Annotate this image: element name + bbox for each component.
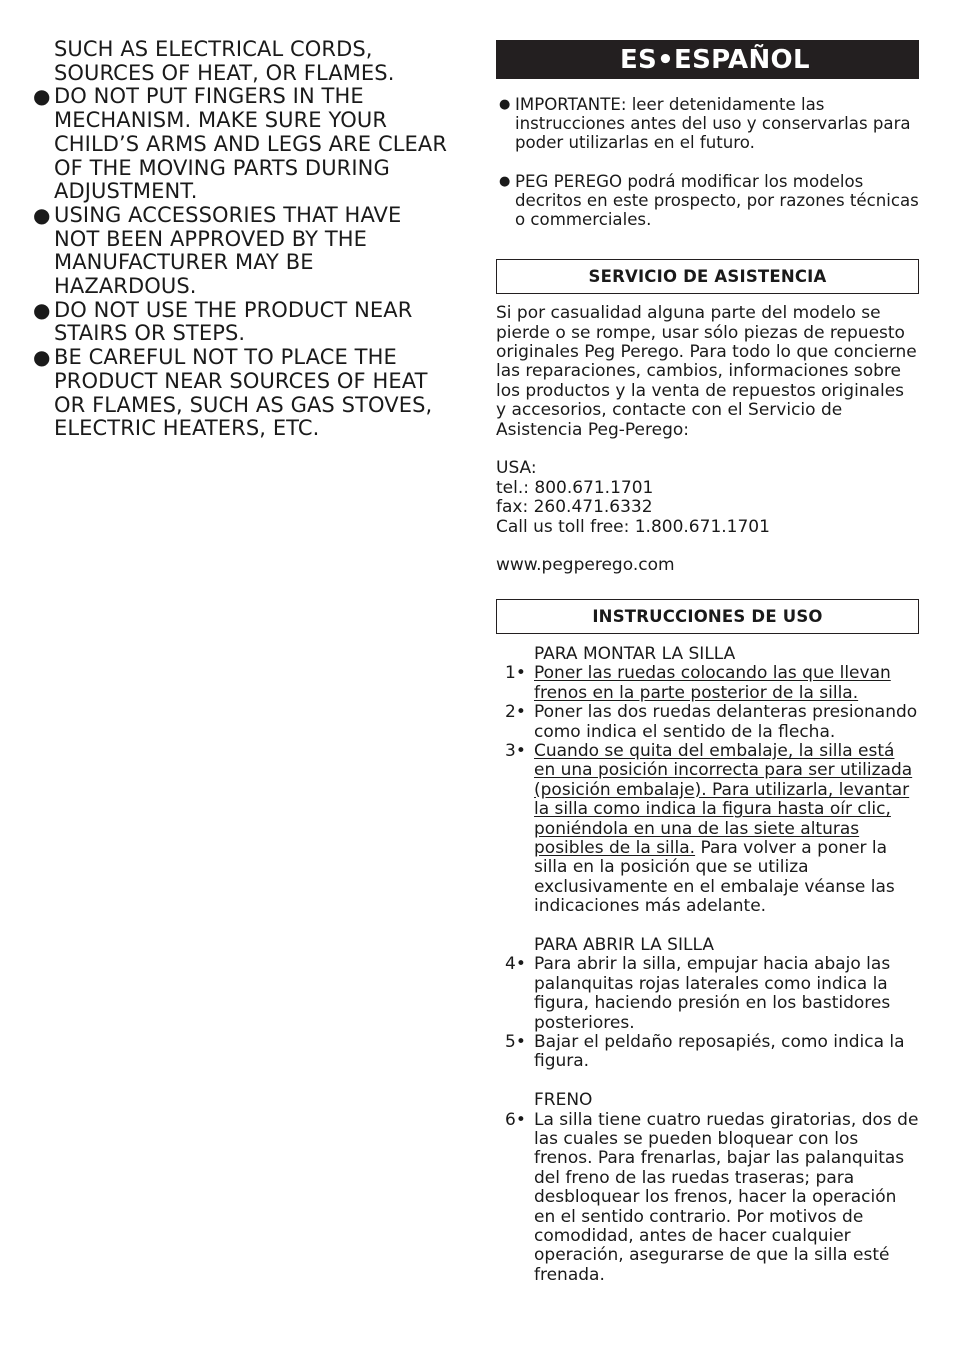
step-number: 1• xyxy=(505,663,526,684)
website-link[interactable]: www.pegperego.com xyxy=(496,555,675,576)
warning-item xyxy=(33,204,453,299)
step-item xyxy=(496,1033,919,1072)
contact-fax: fax: 260.471.6332 xyxy=(496,497,653,518)
warning-text: BE CAREFUL NOT TO PLACE THE PRODUCT NEAR SOURCES OF HEAT OR FLAMES, SUCH AS GAS STOVES, ELECTRIC HEATERS, ETC. xyxy=(54,345,433,441)
step-text: Poner las dos ruedas delanteras presionando como indica el sentido de la flecha. xyxy=(534,702,918,742)
warning-continuation-line: SOURCES OF HEAT, OR FLAMES. xyxy=(54,60,395,85)
warning-item xyxy=(33,85,453,204)
contact-block xyxy=(496,459,919,537)
bullet-icon: ● xyxy=(499,97,511,112)
instructions-block xyxy=(496,645,919,1285)
step-text: Para abrir la silla, empujar hacia abajo las palanquitas rojas laterales como indica la figura, haciendo presión en los bastidores posteriores. xyxy=(534,954,891,1033)
step-number: 6• xyxy=(505,1109,526,1130)
bullet-icon: ● xyxy=(33,297,51,322)
intro-note xyxy=(496,172,919,230)
intro-note-text: PEG PEREGO podrá modificar los modelos decritos en este prospecto, por razones técnicas o commerciales. xyxy=(515,171,919,230)
section-title-open: PARA ABRIR LA SILLA xyxy=(534,934,714,955)
step-text: Poner las ruedas colocando las que llevan frenos en la parte posterior de la silla. xyxy=(534,663,891,703)
service-heading: SERVICIO DE ASISTENCIA xyxy=(496,259,919,294)
warning-text: USING ACCESSORIES THAT HAVE NOT BEEN APPROVED BY THE MANUFACTURER MAY BE HAZARDOUS. xyxy=(54,202,402,299)
section-title-brake: FRENO xyxy=(534,1090,593,1111)
section-title-assembly: PARA MONTAR LA SILLA xyxy=(534,643,736,664)
intro-note xyxy=(496,95,919,153)
step-item xyxy=(496,955,919,1033)
step-number: 4• xyxy=(505,954,526,975)
step-item xyxy=(496,703,919,742)
step-text: La silla tiene cuatro ruedas giratorias, dos de las cuales se pueden bloquear con los frenos. Para frenarlas, bajar las palanquitas del freno de las ruedas traseras; para desbloquear los frenos, hacer la operación en el sentido contrario. Por motivos de comodidad, antes de hacer cualquier operación, asegurarse de que la silla esté frenada. xyxy=(534,1109,919,1285)
bullet-icon: ● xyxy=(33,345,51,370)
bullet-icon: ● xyxy=(499,173,511,189)
step-text: Bajar el peldaño reposapiés, como indica la figura. xyxy=(534,1031,905,1072)
service-block xyxy=(496,304,919,576)
bullet-icon: ● xyxy=(33,84,51,109)
warning-continuation xyxy=(33,38,453,85)
intro-note-text: IMPORTANTE: leer detenidamente las instrucciones antes del uso y conservarlas para poder utilizarlas en el futuro. xyxy=(515,95,911,153)
warning-item xyxy=(33,346,453,441)
step-number: 3• xyxy=(505,740,526,761)
step-number: 5• xyxy=(505,1031,526,1052)
spanish-section xyxy=(496,40,919,1285)
step-text-underlined: Cuando se quita del embalaje, la silla está en una posición incorrecta para ser utilizada (posición embalaje). Para utilizarla, levantar la silla como indica la figura hasta oír clic, poniéndola en una de las siete alturas posibles de la silla. xyxy=(534,740,913,858)
step-number: 2• xyxy=(505,702,526,723)
warning-item xyxy=(33,299,453,346)
bullet-icon: ● xyxy=(33,202,51,227)
english-warnings-continued xyxy=(33,38,453,441)
step-item xyxy=(496,664,919,703)
intro-notes xyxy=(496,95,919,229)
warning-list xyxy=(33,85,453,441)
step-item xyxy=(496,742,919,917)
warning-text: DO NOT USE THE PRODUCT NEAR STAIRS OR STEPS. xyxy=(54,297,413,346)
warning-text: DO NOT PUT FINGERS IN THE MECHANISM. MAKE SURE YOUR CHILD’S ARMS AND LEGS ARE CLEAR OF THE MOVING PARTS DURING ADJUSTMENT. xyxy=(54,84,448,204)
contact-tollfree: Call us toll free: 1.800.671.1701 xyxy=(496,516,770,537)
step-item xyxy=(496,1111,919,1286)
language-title-bar: ES•ESPAÑOL xyxy=(496,40,919,79)
instructions-heading: INSTRUCCIONES DE USO xyxy=(496,599,919,634)
contact-tel: tel.: 800.671.1701 xyxy=(496,477,654,498)
service-body: Si por casualidad alguna parte del modelo se pierde o se rompe, usar sólo piezas de repuesto originales Peg Perego. Para todo lo que concierne las reparaciones, cambios, informaciones sobre los productos y la venta de repuestos originales y accesorios, contacte con el Servicio de Asistencia Peg-Perego: xyxy=(496,303,917,440)
warning-continuation-line: SUCH AS ELECTRICAL CORDS, xyxy=(54,37,373,61)
step-text: Para volver a poner la silla en la posición que se utiliza exclusivamente en el embalaje véanse las indicaciones más adelante. xyxy=(534,837,895,917)
contact-country: USA: xyxy=(496,458,537,479)
